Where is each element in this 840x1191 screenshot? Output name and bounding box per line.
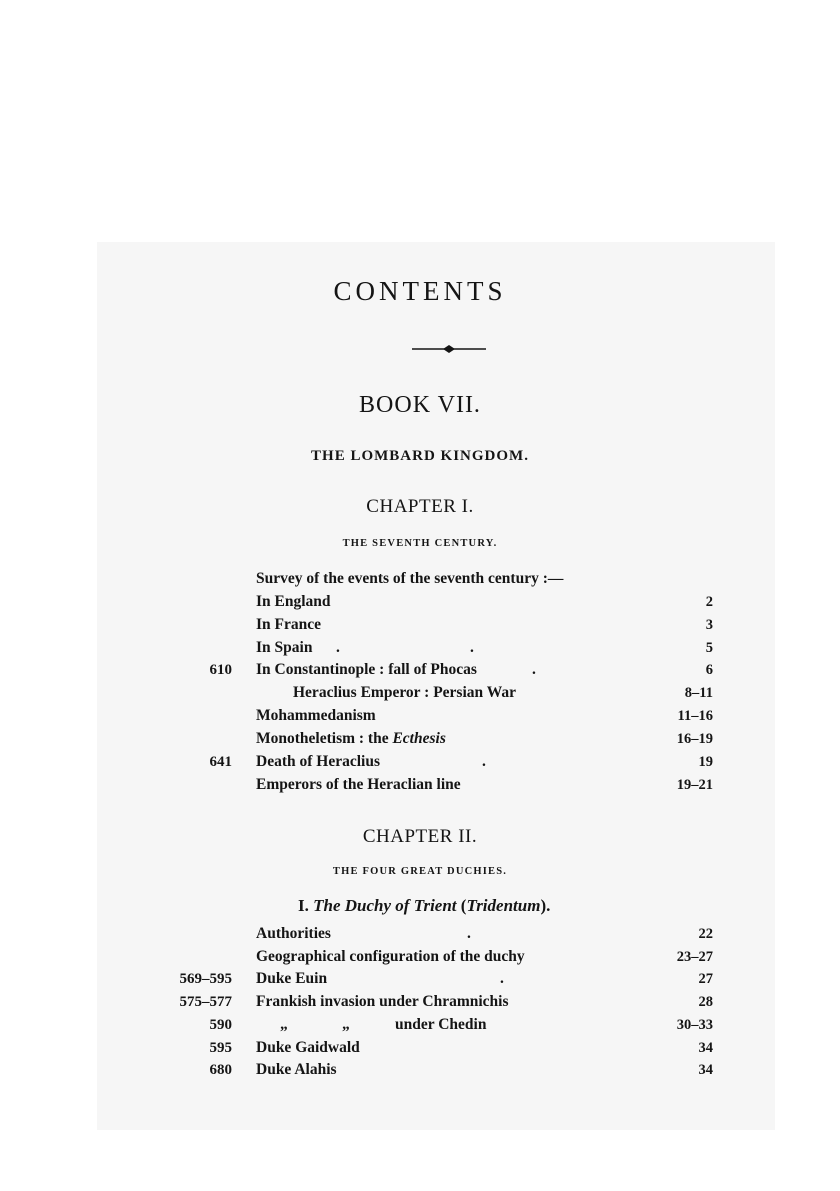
entry-page: 23–27 [676, 949, 713, 965]
toc-entry [0, 568, 840, 590]
entry-page: 34 [698, 1062, 713, 1078]
leader-dot: . [532, 661, 536, 678]
chapter-1-title: CHAPTER I. [366, 496, 474, 517]
toc-entry [0, 1037, 840, 1059]
entry-text: Heraclius Emperor : Persian War [293, 684, 517, 701]
toc-entry [0, 991, 840, 1013]
entry-page: 16–19 [676, 731, 713, 747]
entry-page: 22 [698, 926, 713, 942]
toc-entry [0, 591, 840, 613]
entry-year: 595 [209, 1040, 232, 1056]
entry-page: 19 [698, 754, 713, 770]
toc-entry [0, 659, 840, 681]
entry-year: 575–577 [179, 994, 232, 1010]
entry-page: 19–21 [676, 777, 713, 793]
entry-text: Frankish invasion under Chramnichis [256, 993, 509, 1010]
entry-text: In England [256, 593, 331, 610]
entry-text: Emperors of the Heraclian line [256, 776, 461, 793]
entry-text: In France [256, 616, 322, 633]
entry-text: Death of Heraclius [256, 753, 380, 770]
entry-text: Duke Gaidwald [256, 1039, 360, 1056]
toc-entry [0, 1059, 840, 1081]
entry-page: 27 [698, 971, 713, 987]
entry-text: Authorities [256, 925, 331, 942]
entry-text: Monotheletism : the Ecthesis [256, 730, 446, 747]
entry-page: 11–16 [677, 708, 713, 724]
entry-text: In Constantinople : fall of Phocas [256, 661, 477, 678]
leader-dot: . [500, 970, 504, 987]
ditto-mark: „ [342, 1016, 350, 1033]
entry-year: 590 [209, 1017, 232, 1033]
book-subtitle: THE LOMBARD KINGDOM. [311, 448, 529, 464]
toc-entry [0, 614, 840, 636]
entry-text: under Chedin [395, 1016, 487, 1033]
entry-italic: Ecthesis [392, 730, 446, 747]
chapter-2-subtitle: THE FOUR GREAT DUCHIES. [332, 866, 508, 877]
chapter-2-title: CHAPTER II. [362, 826, 478, 847]
entry-page: 5 [705, 640, 713, 656]
entry-page: 3 [705, 617, 713, 633]
entry-page: 30–33 [676, 1017, 713, 1033]
toc-entry [0, 774, 840, 796]
leader-dot: . [470, 639, 474, 656]
entry-year: 569–595 [179, 971, 232, 987]
toc-entry [0, 1014, 840, 1036]
entry-year: 641 [209, 754, 232, 770]
leader-dot: . [336, 639, 340, 656]
entry-page: 8–11 [684, 685, 713, 701]
toc-entry [0, 705, 840, 727]
book-title: BOOK VII. [359, 392, 481, 418]
divider-ornament [412, 342, 486, 356]
toc-entry [0, 923, 840, 945]
toc-entry [0, 946, 840, 968]
section-heading: I. The Duchy of Trient (Tridentum). [298, 896, 551, 915]
entry-text: In Spain [256, 639, 313, 656]
toc-entry [0, 637, 840, 659]
entry-text: Duke Alahis [256, 1061, 337, 1078]
toc-entry [0, 968, 840, 990]
contents-title: CONTENTS [333, 276, 507, 306]
entry-text: Duke Euin [256, 970, 328, 987]
entry-text: Geographical configuration of the duchy [256, 948, 525, 965]
entry-page: 6 [705, 662, 713, 678]
entry-year: 680 [209, 1062, 232, 1078]
toc-entry [0, 682, 840, 704]
entry-text: Mohammedanism [256, 707, 376, 724]
entry-page: 2 [705, 594, 713, 610]
entry-page: 34 [698, 1040, 713, 1056]
toc-entry [0, 751, 840, 773]
entry-year: 610 [209, 662, 232, 678]
entry-text: Survey of the events of the seventh century :— [256, 570, 564, 587]
entry-page: 28 [698, 994, 713, 1010]
leader-dot: . [467, 925, 471, 942]
chapter-1-subtitle: THE SEVENTH CENTURY. [342, 538, 498, 549]
ditto-mark: „ [280, 1016, 288, 1033]
toc-entry [0, 728, 840, 750]
leader-dot: . [482, 753, 486, 770]
